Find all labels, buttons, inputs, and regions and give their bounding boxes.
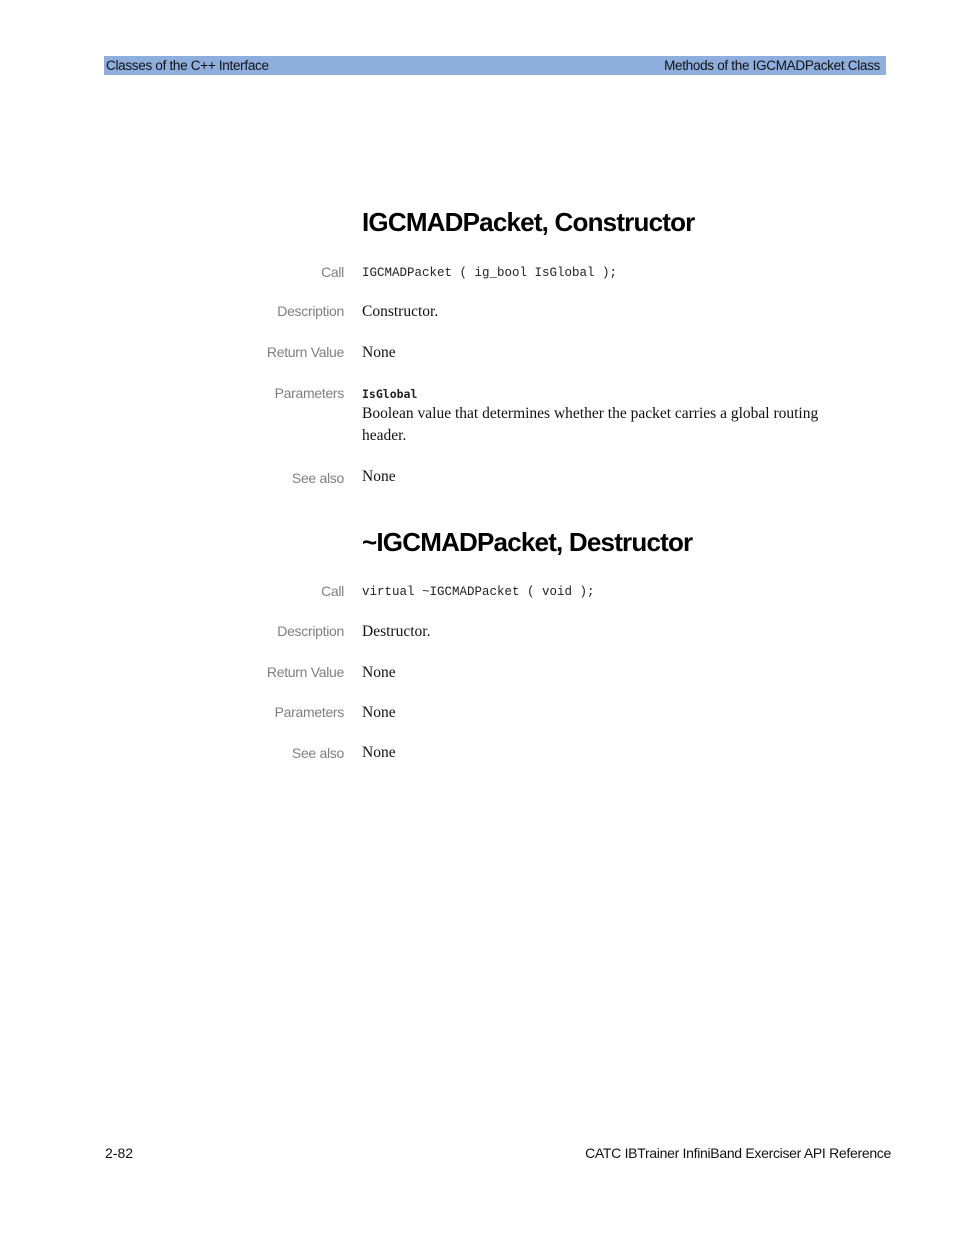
destructor-heading: ~IGCMADPacket, Destructor — [362, 527, 693, 557]
destructor-description-label: Description — [277, 623, 344, 639]
constructor-description-label: Description — [277, 303, 344, 319]
destructor-call-label: Call — [321, 583, 344, 599]
constructor-call-label: Call — [321, 264, 344, 280]
destructor-return-value: None — [362, 664, 396, 681]
destructor-see-also: None — [362, 744, 396, 761]
destructor-parameters-label: Parameters — [274, 704, 344, 720]
param-description-isglobal: Boolean value that determines whether the packet carries a global routing header. — [362, 405, 819, 444]
page-number: 2-82 — [105, 1145, 134, 1161]
constructor-see-also-label: See also — [291, 470, 344, 486]
constructor-return-label: Return Value — [266, 344, 344, 360]
constructor-description: Constructor. — [362, 303, 439, 320]
destructor-return-label: Return Value — [266, 664, 344, 680]
header-chapter-title: Classes of the C++ Interface — [106, 58, 269, 73]
constructor-parameters — [362, 385, 862, 447]
constructor-return-value: None — [362, 344, 396, 361]
header-section-title: Methods of the IGCMADPacket Class — [664, 58, 880, 73]
destructor-call-signature: virtual ~IGCMADPacket ( void ); — [362, 585, 595, 599]
running-header — [104, 56, 886, 75]
param-name-isglobal: IsGlobal — [362, 387, 418, 401]
constructor-see-also: None — [362, 468, 396, 485]
constructor-call-signature: IGCMADPacket ( ig_bool IsGlobal ); — [362, 266, 618, 280]
destructor-description: Destructor. — [362, 623, 431, 640]
footer-document-title: CATC IBTrainer InfiniBand Exerciser API Reference — [585, 1145, 891, 1161]
destructor-see-also-label: See also — [291, 745, 344, 761]
constructor-heading: IGCMADPacket, Constructor — [362, 207, 695, 237]
constructor-parameters-label: Parameters — [274, 385, 344, 401]
destructor-parameters: None — [362, 704, 396, 721]
